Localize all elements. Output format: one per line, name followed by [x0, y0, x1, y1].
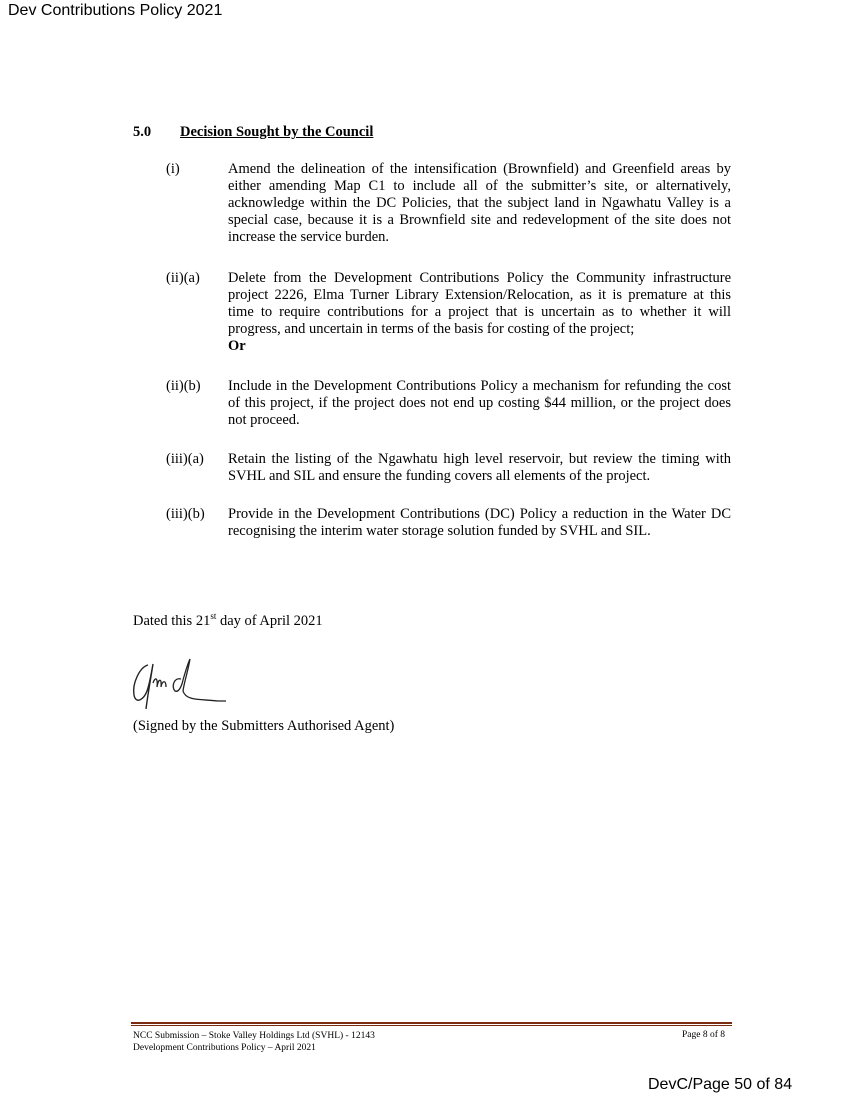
- list-item-iii-b: [166, 506, 731, 540]
- dated-prefix: Dated this 21: [133, 612, 211, 629]
- list-item-text: Retain the listing of the Ngawhatu high level reservoir, but review the timing with SVHL and SIL and ensure the funding covers all elements of the project.: [228, 451, 731, 484]
- connector-or: Or: [228, 338, 246, 354]
- section-title: Decision Sought by the Council: [180, 124, 374, 140]
- footer-page-number: Page 8 of 8: [682, 1030, 726, 1040]
- list-item-label: (i): [166, 161, 180, 177]
- footer-divider: [131, 1022, 732, 1024]
- list-item-text: Include in the Development Contributions Policy a mechanism for refunding the cost of this project, if the project does not end up costing $44 million, or the project does not proceed.: [228, 378, 731, 428]
- list-item-text: Delete from the Development Contributions Policy the Community infrastructure project 2226, Elma Turner Library Extension/Relocation, as it is premature at this time to require contributions for a project that is uncertain as to whether it will progress, and uncertain in terms of the basis for costing of the project;: [228, 270, 731, 337]
- list-item-label: (iii)(b): [166, 506, 205, 522]
- list-item-i: [166, 161, 731, 246]
- dated-line: [133, 611, 323, 630]
- footer-divider-thin: [131, 1025, 732, 1026]
- footer-line-1: NCC Submission – Stoke Valley Holdings Ltd (SVHL) - 12143: [133, 1031, 375, 1041]
- document-header-title: Dev Contributions Policy 2021: [8, 2, 223, 19]
- signature-icon: [126, 655, 236, 715]
- dated-ordinal-suffix: st: [210, 611, 217, 621]
- document-page-counter: DevC/Page 50 of 84: [648, 1076, 793, 1093]
- list-item-ii-b: [166, 378, 731, 429]
- list-item-text: Amend the delineation of the intensification (Brownfield) and Greenfield areas by either amending Map C1 to include all of the submitter’s site, or alternatively, acknowledge within the DC Policies, that the subject land in Ngawhatu Valley is a special case, because it is a Brownfield site and redevelopment of the site does not increase the service burden.: [228, 161, 731, 245]
- list-item-label: (iii)(a): [166, 451, 204, 467]
- list-item-text: Provide in the Development Contributions (DC) Policy a reduction in the Water DC recognising the interim water storage solution funded by SVHL and SIL.: [228, 506, 731, 539]
- footer-text: [133, 1030, 375, 1054]
- list-item-iii-a: [166, 451, 731, 485]
- list-item-ii-a: [166, 270, 731, 355]
- dated-rest: day of April 2021: [216, 612, 323, 629]
- footer-line-2: Development Contributions Policy – April 2021: [133, 1043, 316, 1053]
- list-item-label: (ii)(b): [166, 378, 201, 394]
- list-item-label: (ii)(a): [166, 270, 200, 286]
- signed-by-text: (Signed by the Submitters Authorised Agent): [133, 718, 395, 734]
- section-number: 5.0: [133, 124, 152, 140]
